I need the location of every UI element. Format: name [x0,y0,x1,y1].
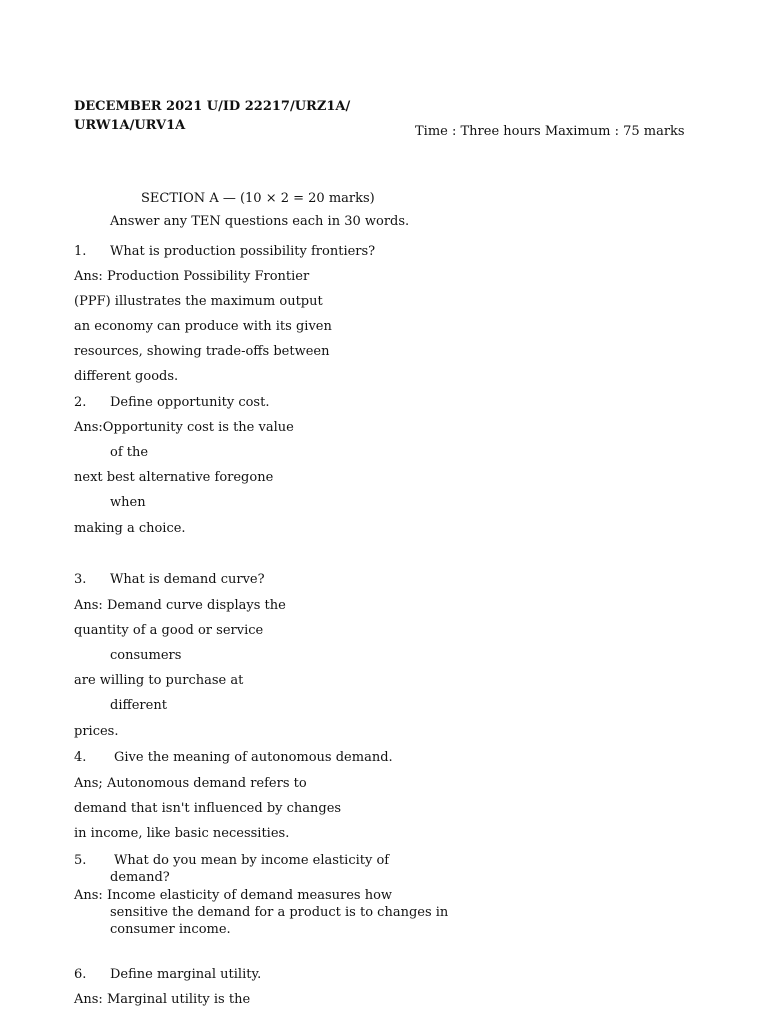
answer-line: next best alternative foregone [74,470,274,485]
answer-line: when [110,495,146,510]
answer-line: Ans: Demand curve displays the [74,598,286,613]
answer-line: different goods. [74,369,179,384]
question-text: Define marginal utility. [110,967,262,982]
question-number: 1. [74,244,87,259]
question-number: 2. [74,395,87,410]
answer-line: are willing to purchase at [74,673,244,688]
question-number: 5. [74,853,87,868]
answer-line: of the [110,445,149,460]
answer-line: consumer income. [110,922,231,937]
question-number: 4. [74,750,87,765]
answer-line: Ans:Opportunity cost is the value [74,420,294,435]
question-text: What is demand curve? [110,572,265,587]
answer-line: prices. [74,724,119,739]
answer-line: Ans; Autonomous demand refers to [74,776,307,791]
question-text: What do you mean by income elasticity of [114,853,390,868]
answer-line: Ans: Income elasticity of demand measures how [74,888,393,903]
answer-line: consumers [110,648,182,663]
section-heading: SECTION A — (10 × 2 = 20 marks) [141,191,375,206]
answer-line: resources, showing trade-offs between [74,344,330,359]
question-text: Give the meaning of autonomous demand. [114,750,393,765]
answer-line: demand that isn't influenced by changes [74,801,342,816]
answer-line: quantity of a good or service [74,623,264,638]
answer-line: an economy can produce with its given [74,319,332,334]
question-text: What is production possibility frontiers? [110,244,376,259]
exam-time-info: Time : Three hours Maximum : 75 marks [415,124,685,139]
section-instruction: Answer any TEN questions each in 30 words. [110,214,410,229]
answer-line: sensitive the demand for a product is to changes in [110,905,449,920]
answer-line: in income, like basic necessities. [74,826,290,841]
answer-line: (PPF) illustrates the maximum output [74,294,323,309]
answer-line: making a choice. [74,521,186,536]
document-title-line1: DECEMBER 2021 U/ID 22217/URZ1A/ [74,99,351,114]
answer-line: Ans: Production Possibility Frontier [74,269,310,284]
answer-line: Ans: Marginal utility is the [74,992,251,1007]
document-title-line2: URW1A/URV1A [74,118,186,133]
question-text: demand? [110,870,170,885]
question-number: 3. [74,572,87,587]
question-text: Define opportunity cost. [110,395,270,410]
answer-line: different [110,698,167,713]
question-number: 6. [74,967,87,982]
